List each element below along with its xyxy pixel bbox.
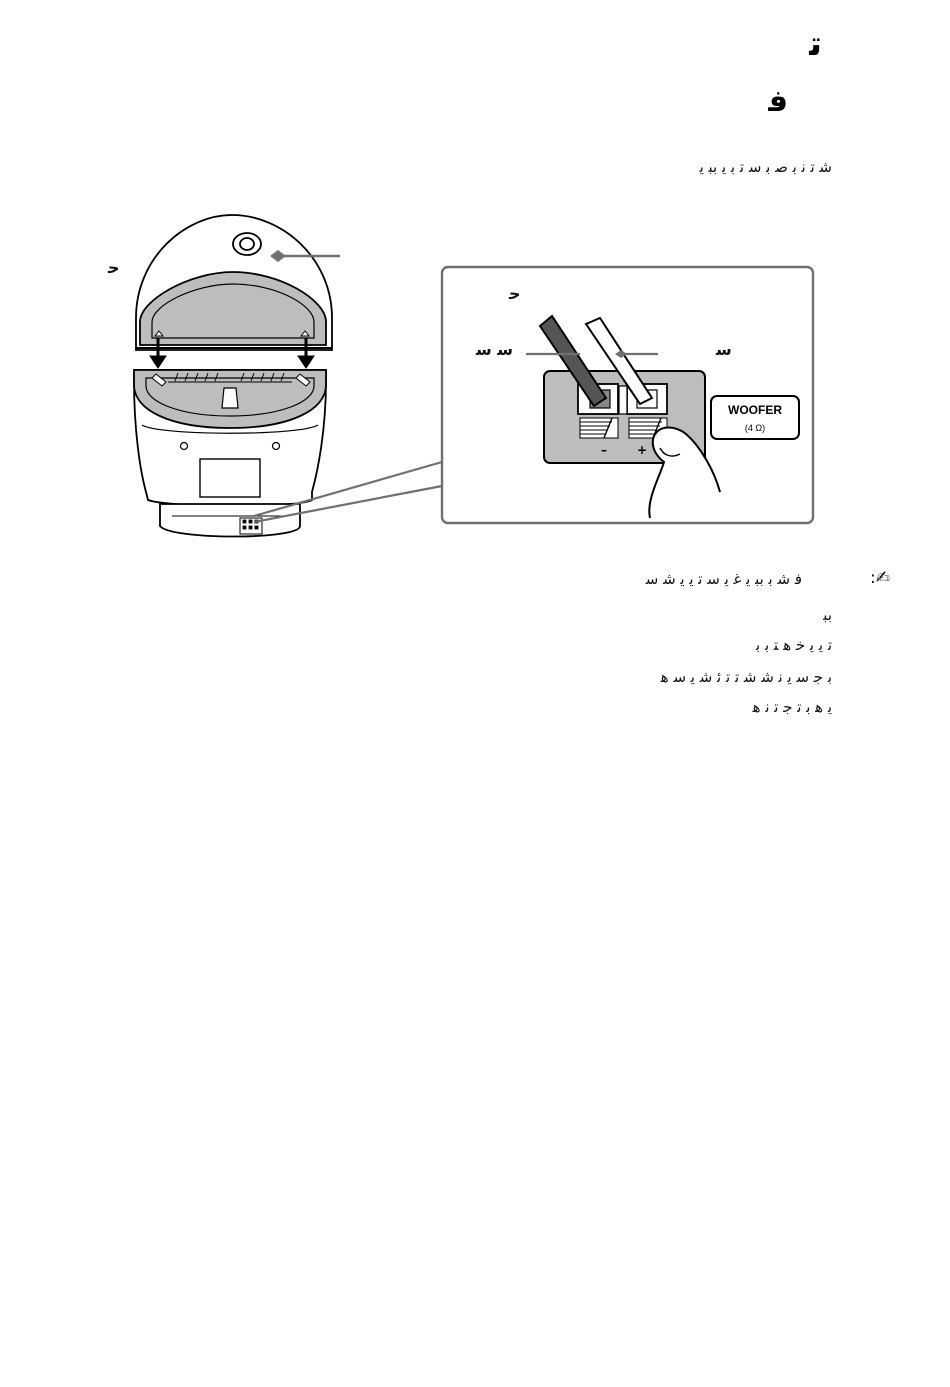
note-line: ﺑﺒ bbox=[823, 606, 832, 624]
subsection-heading: ﻓ bbox=[768, 84, 788, 119]
intro-paragraph: ﺷ ﺗ ﻧ ﺑ ﺻ ﺑ ﺳ ﺗ ﺑ ﻳ ﺑﺒ ﻳ bbox=[699, 158, 832, 176]
note-line: ﺑ ﺟ ﺳ ﻳ ﻧ ﺷ ﺷ ﺗ ﺗ ﺋ ﺷ ﻳ ﺳ ﻫ bbox=[660, 668, 832, 686]
woofer-label: WOOFER bbox=[728, 403, 782, 417]
figure-label-wire-left: ﺳ ﺳ bbox=[476, 340, 514, 359]
figure-label-wire: ﺣ bbox=[509, 284, 521, 303]
figure-label-wire-right: ﺳ bbox=[716, 340, 732, 359]
note-pencil-icon: ✍: bbox=[870, 568, 890, 588]
speaker-connection-figure bbox=[0, 0, 950, 560]
woofer-impedance: (4 Ω) bbox=[744, 423, 766, 433]
terminal-plus-label: + bbox=[636, 443, 648, 457]
detail-box bbox=[442, 267, 813, 523]
note-line: ﻓ ﺷ ﺑ ﺑﺒ ﻳ ﻏ ﻳ ﺳ ﺗ ﻳ ﻳ ﺷ ﺳ bbox=[645, 570, 802, 588]
note-line: ﺗ ﻳ ﻳ ﺧ ﻫ ﺘ ﺑ ﺑ bbox=[756, 636, 832, 654]
figure-label-cover: ﺣ bbox=[108, 258, 120, 277]
speaker-unit-illustration bbox=[134, 215, 332, 537]
terminal-minus-label: – bbox=[601, 443, 607, 457]
section-heading: ﺗ bbox=[809, 24, 822, 64]
note-line: ﻳ ﻫ ﺑ ﺗ ﺟ ﺗ ﻧ ﻫ bbox=[752, 698, 832, 716]
